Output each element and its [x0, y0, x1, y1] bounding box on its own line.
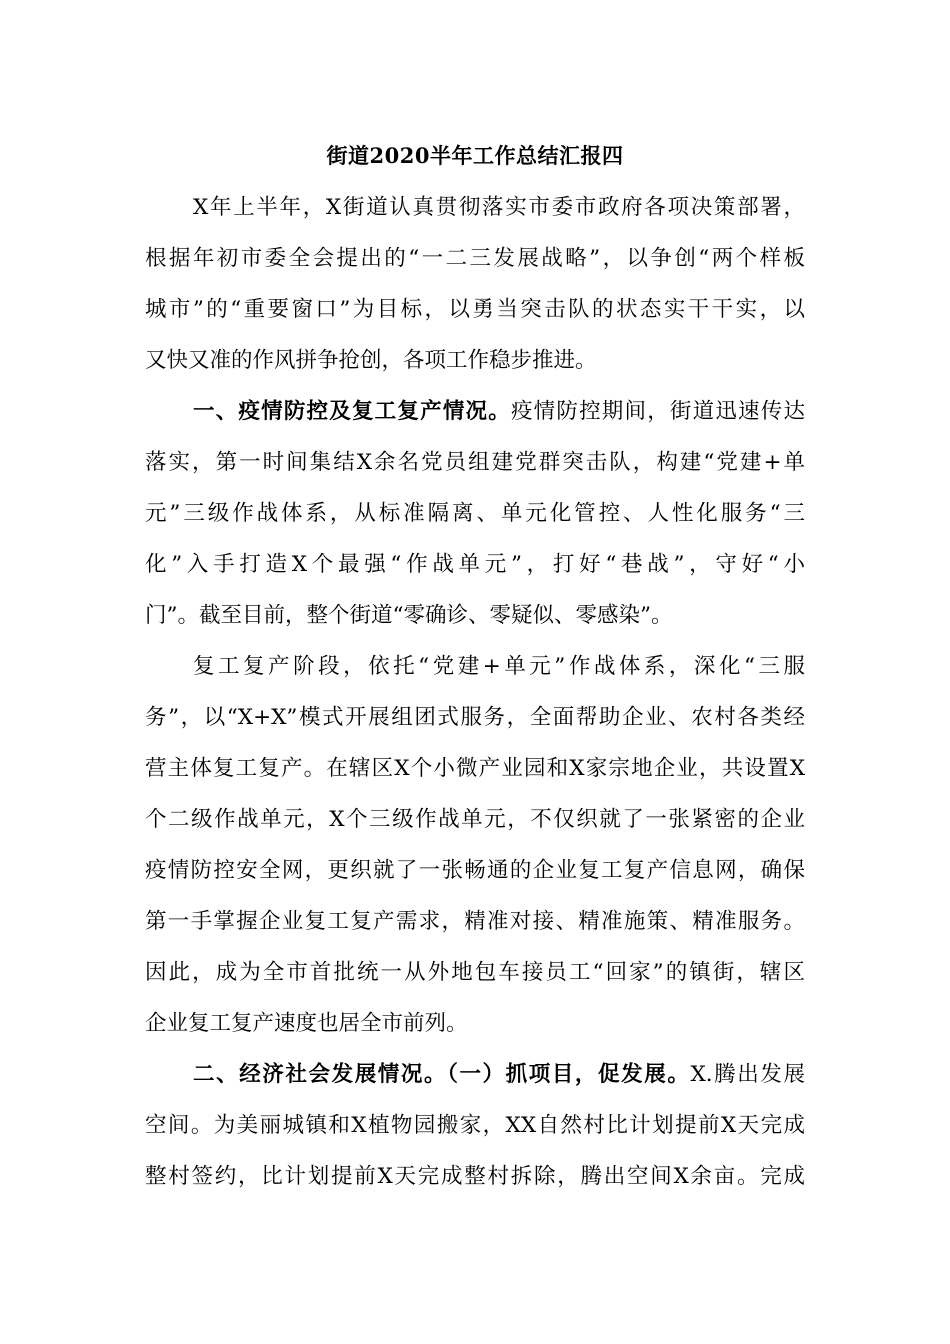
paragraph-2-line-4: 化”入手打造X个最强“作战单元”，打好“巷战”，守好“小 — [145, 552, 805, 577]
paragraph-4-line-1-text: X.腾出发展 — [690, 1062, 805, 1087]
paragraph-1-line-4: 又快又准的作风拼争抢创，各项工作稳步推进。 — [145, 348, 597, 373]
paragraph-1-line-3: 城市”的“重要窗口”为目标，以勇当突击队的状态实干干实，以 — [145, 297, 805, 322]
paragraph-1-line-1: X年上半年，X街道认真贯彻落实市委市政府各项决策部署， — [193, 195, 805, 220]
paragraph-4-line-1 — [193, 1059, 805, 1091]
paragraph-1-line-2: 根据年初市委全会提出的“一二三发展战略”，以争创“两个样板 — [145, 246, 805, 271]
document-title: 街道2020半年工作总结汇报四 — [326, 143, 624, 168]
paragraph-3-line-7: 因此，成为全市首批统一从外地包车接员工“回家”的镇街，辖区 — [145, 960, 805, 985]
paragraph-3-line-8: 企业复工复产速度也居全市前列。 — [145, 1011, 468, 1036]
paragraph-2-line-1 — [193, 396, 805, 428]
paragraph-3-line-3: 营主体复工复产。在辖区X个小微产业园和X家宗地企业，共设置X — [145, 756, 805, 781]
paragraph-3-line-4: 个二级作战单元，X个三级作战单元，不仅织就了一张紧密的企业 — [145, 807, 805, 832]
paragraph-4-line-3: 整村签约，比计划提前X天完成整村拆除，腾出空间X余亩。完成 — [145, 1164, 805, 1189]
paragraph-3-line-5: 疫情防控安全网，更织就了一张畅通的企业复工复产信息网，确保 — [145, 858, 805, 883]
paragraph-3-line-2: 务”，以“X+X”模式开展组团式服务，全面帮助企业、农村各类经 — [145, 705, 805, 730]
paragraph-3-line-1: 复工复产阶段，依托“党建+单元”作战体系，深化“三服 — [193, 654, 805, 679]
paragraph-3-line-6: 第一手掌握企业复工复产需求，精准对接、精准施策、精准服务。 — [145, 909, 805, 934]
paragraph-2-line-2: 落实，第一时间集结X余名党员组建党群突击队，构建“党建+单 — [145, 450, 805, 475]
paragraph-2-line-5: 门”。截至目前，整个街道“零确诊、零疑似、零感染”。 — [145, 603, 673, 628]
paragraph-2-line-1-text: 疫情防控期间，街道迅速传达 — [510, 399, 805, 424]
section-heading-2: 二、经济社会发展情况。（一）抓项目，促发展。 — [193, 1062, 691, 1087]
paragraph-2-line-3: 元”三级作战体系，从标准隔离、单元化管控、人性化服务“三 — [145, 501, 805, 526]
section-heading-1: 一、疫情防控及复工复产情况。 — [193, 399, 511, 424]
paragraph-4-line-2: 空间。为美丽城镇和X植物园搬家，XX自然村比计划提前X天完成 — [145, 1113, 805, 1138]
